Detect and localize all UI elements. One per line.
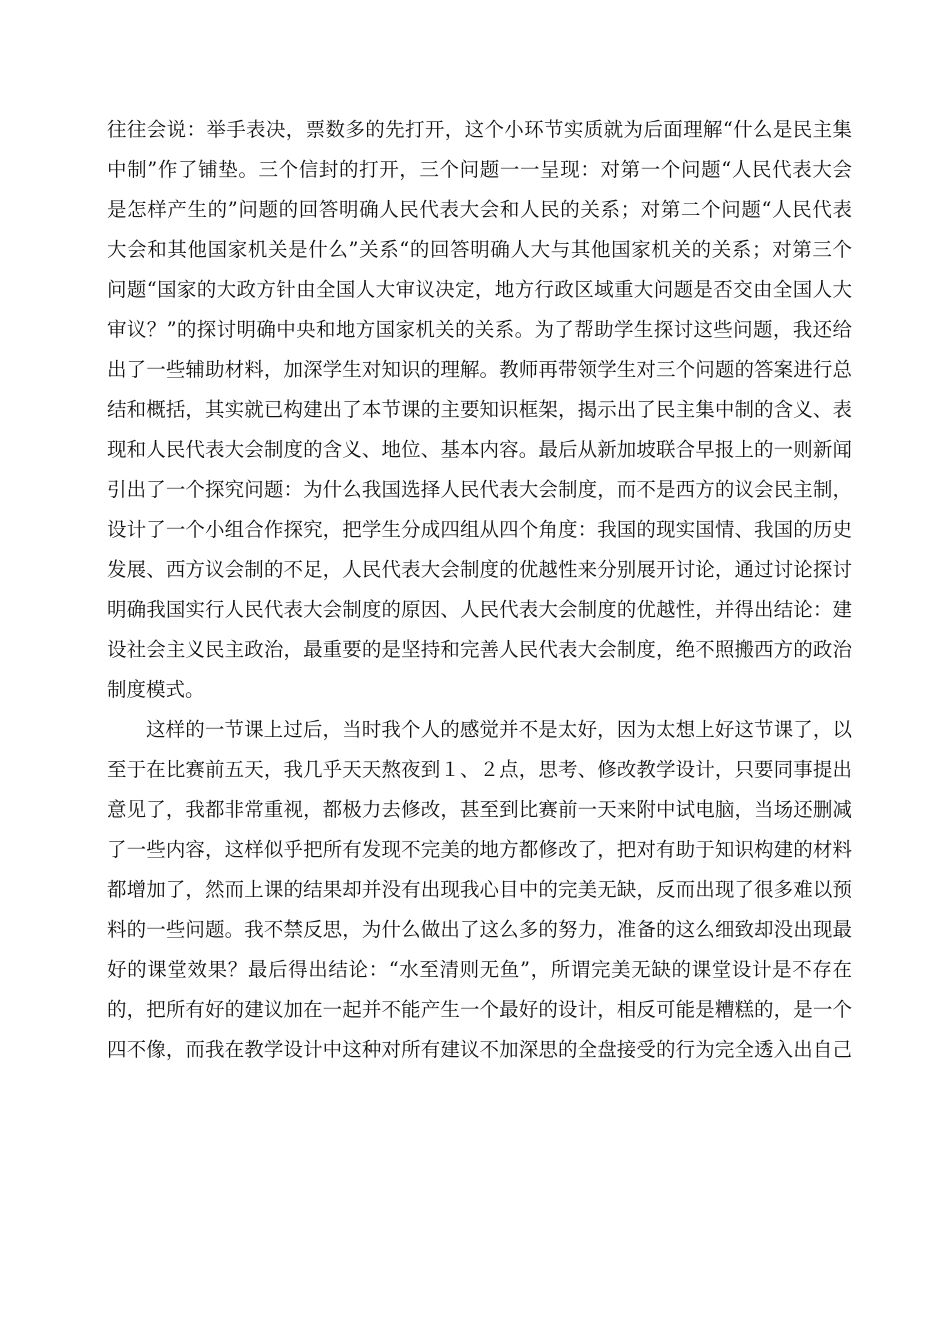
text-line: 大会和其他国家机关是什么”关系“的回答明确人大与其他国家机关的关系；对第三个 [107,238,852,261]
text-line: 发展、西方议会制的不足，人民代表大会制度的优越性来分别展开讨论，通过讨论探讨 [107,558,852,581]
text-line: 是怎样产生的”问题的回答明确人民代表大会和人民的关系；对第二个问题“人民代表 [107,198,852,221]
text-line: 料的一些问题。我不禁反思，为什么做出了这么多的努力，准备的这么细致却没出现最 [107,918,852,941]
text-line: 审议？”的探讨明确中央和地方国家机关的关系。为了帮助学生探讨这些问题，我还给 [107,318,852,341]
text-line: 设计了一个小组合作探究，把学生分成四组从四个角度：我国的现实国情、我国的历史 [107,518,852,541]
text-line: 好的课堂效果？最后得出结论：“水至清则无鱼”，所谓完美无缺的课堂设计是不存在 [107,958,852,981]
text-line: 往往会说：举手表决，票数多的先打开，这个小环节实质就为后面理解“什么是民主集 [107,118,852,141]
text-line: 四不像，而我在教学设计中这种对所有建议不加深思的全盘接受的行为完全透入出自己 [107,1038,852,1061]
text-line: 现和人民代表大会制度的含义、地位、基本内容。最后从新加坡联合早报上的一则新闻 [107,438,852,461]
text-line: 明确我国实行人民代表大会制度的原因、人民代表大会制度的优越性，并得出结论：建 [107,598,852,621]
text-line: 设社会主义民主政治，最重要的是坚持和完善人民代表大会制度，绝不照搬西方的政治 [107,638,852,661]
text-line: 都增加了，然而上课的结果却并没有出现我心目中的完美无缺，反而出现了很多难以预 [107,878,852,901]
text-line: 问题“国家的大政方针由全国人大审议决定，地方行政区域重大问题是否交由全国人大 [107,278,852,301]
text-line: 结和概括，其实就已构建出了本节课的主要知识框架，揭示出了民主集中制的含义、表 [107,398,852,421]
text-line: 中制”作了铺垫。三个信封的打开，三个问题一一呈现：对第一个问题“人民代表大会 [107,158,852,181]
text-line: 制度模式。 [107,678,205,701]
text-line: 引出了一个探究问题：为什么我国选择人民代表大会制度，而不是西方的议会民主制， [107,478,852,501]
text-line: 至于在比赛前五天，我几乎天天熬夜到１、２点，思考、修改教学设计，只要同事提出 [107,758,852,781]
text-line: 出了一些辅助材料，加深学生对知识的理解。教师再带领学生对三个问题的答案进行总 [107,358,852,381]
text-line: 的，把所有好的建议加在一起并不能产生一个最好的设计，相反可能是糟糕的，是一个 [107,998,852,1021]
text-line: 了一些内容，这样似乎把所有发现不完美的地方都修改了，把对有助于知识构建的材料 [107,838,852,861]
text-line: 意见了，我都非常重视，都极力去修改，甚至到比赛前一天来附中试电脑，当场还删减 [107,798,852,821]
text-line: 这样的一节课上过后，当时我个人的感觉并不是太好，因为太想上好这节课了，以 [146,718,852,741]
